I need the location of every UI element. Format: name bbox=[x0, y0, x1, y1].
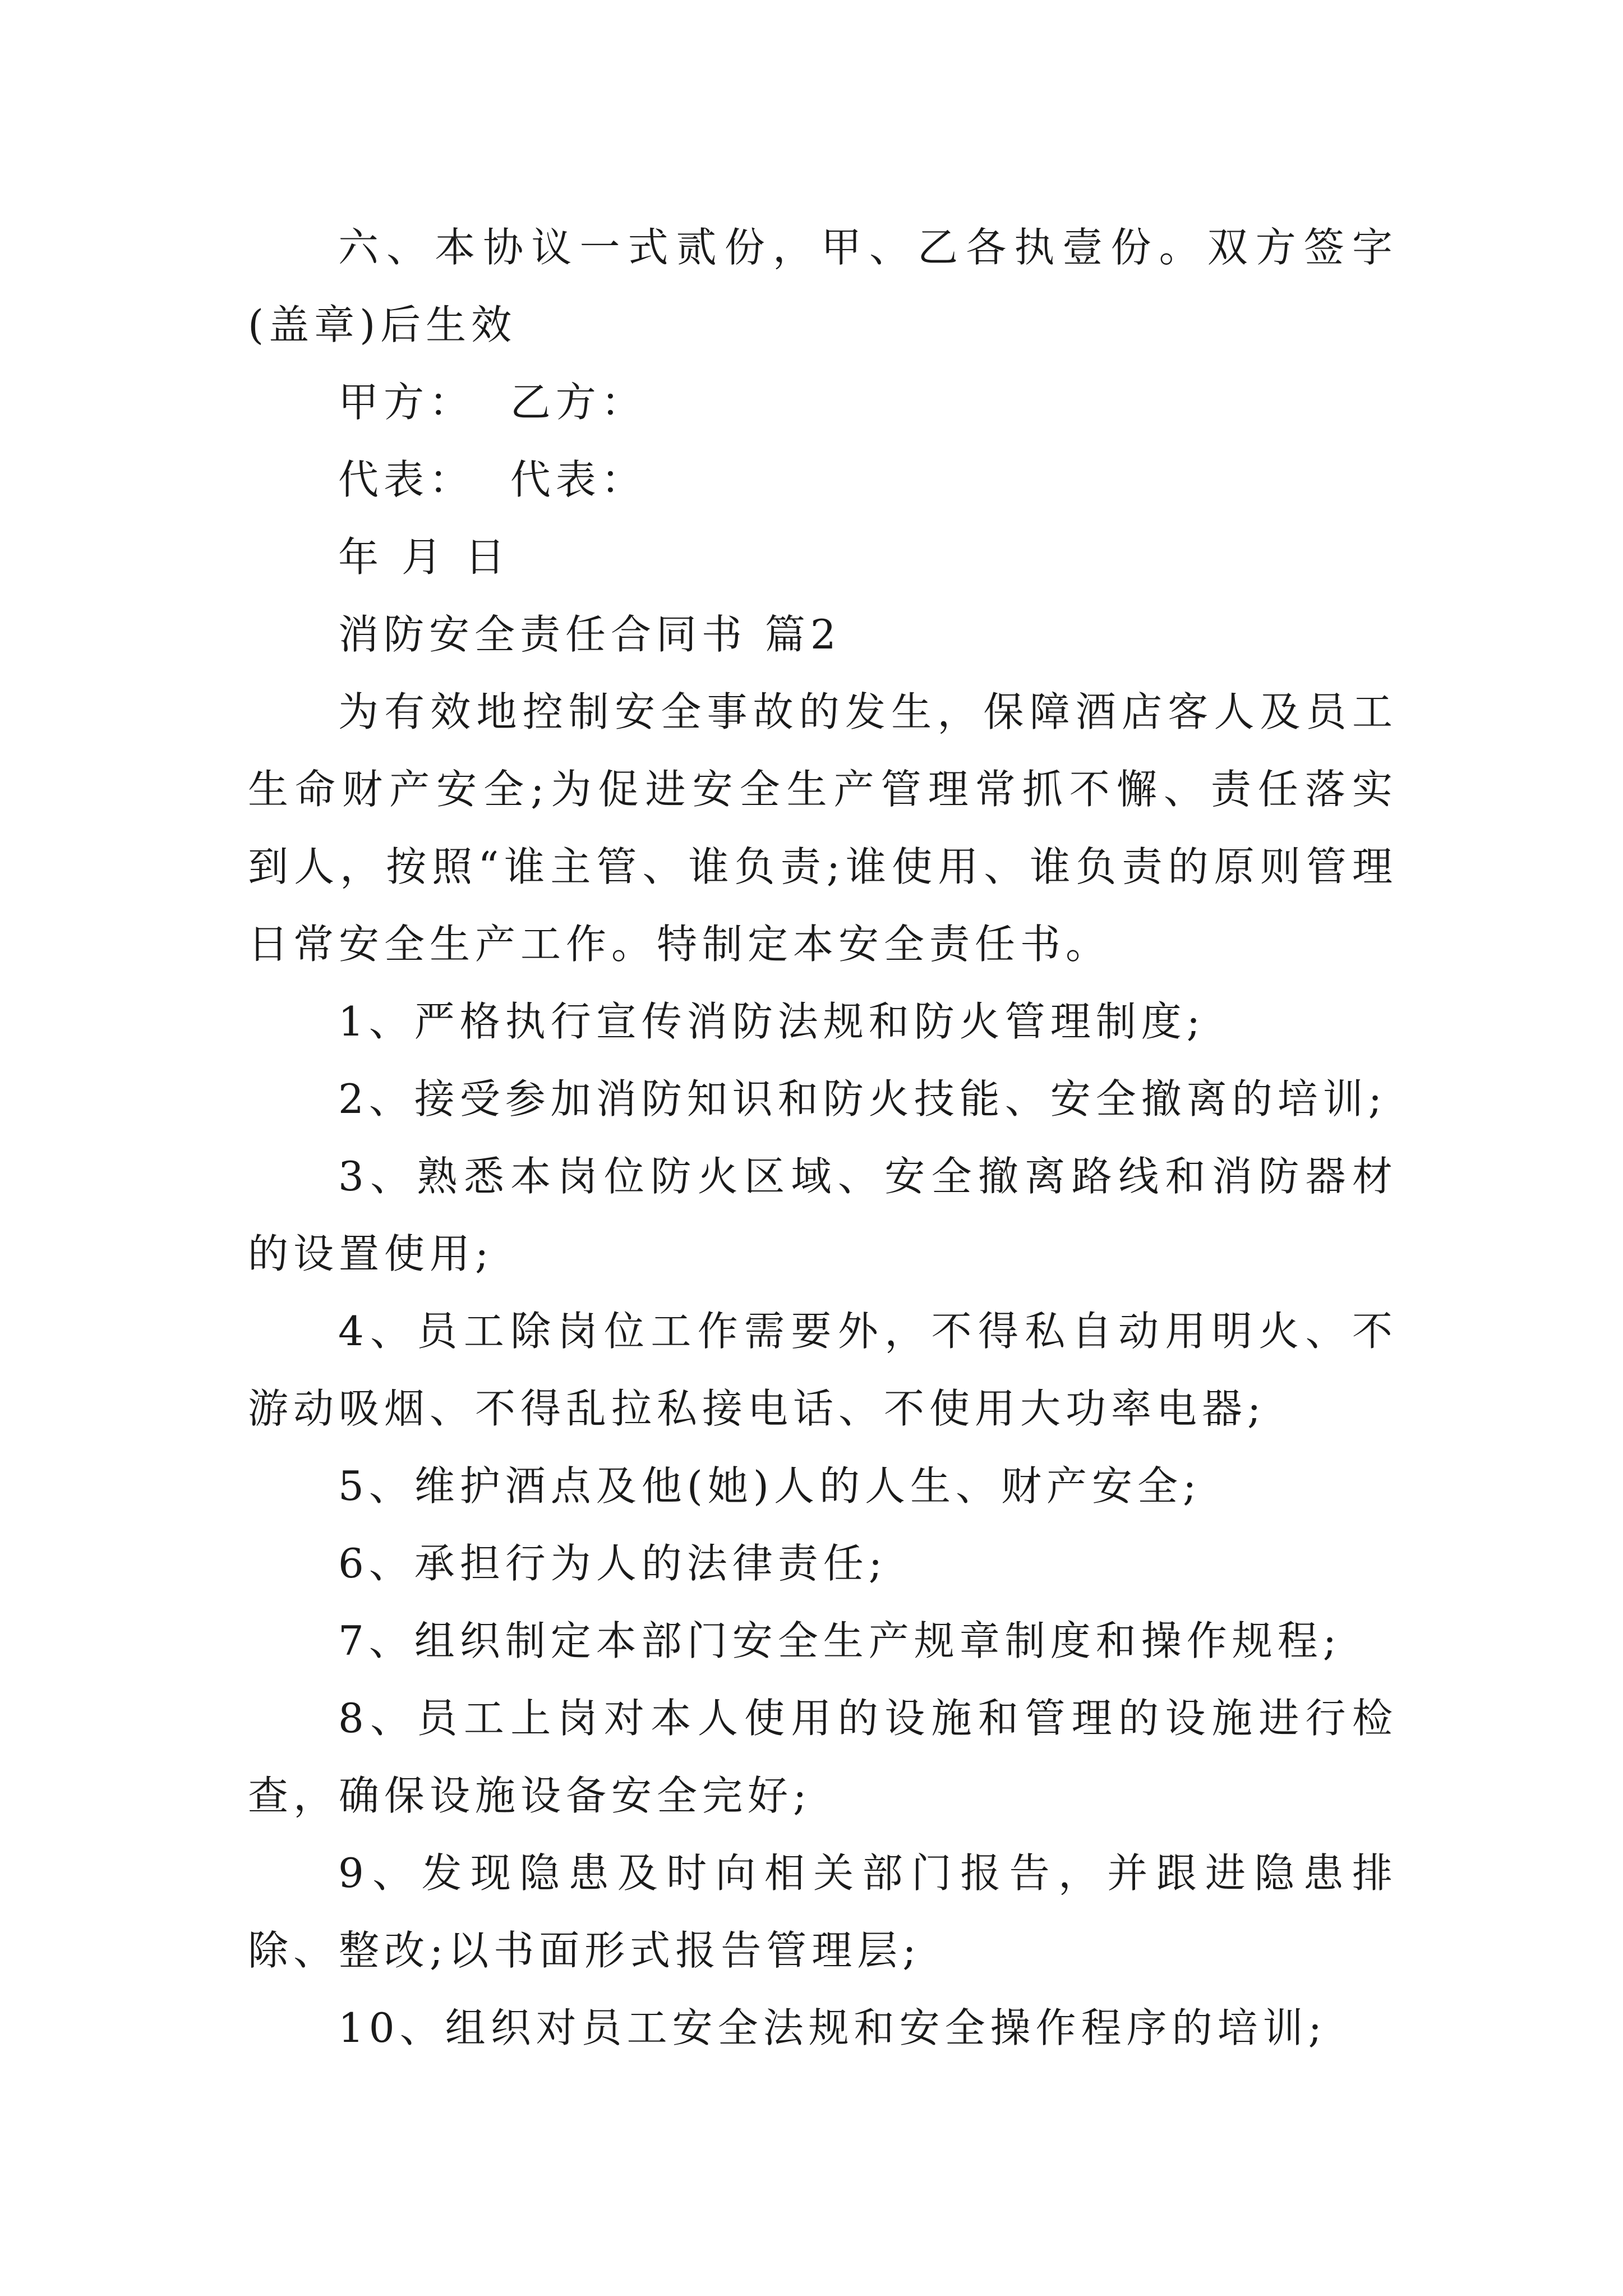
list-item: 10、组织对员工安全法规和安全操作程序的培训; bbox=[338, 2004, 1327, 2051]
date-line: 年 月 日 bbox=[338, 533, 510, 581]
party-line: 甲方： 乙方： bbox=[338, 379, 647, 426]
list-item: 1、严格执行宣传消防法规和防火管理制度; bbox=[338, 998, 1206, 1045]
list-item: 3、熟悉本岗位防火区域、安全撤离路线和消防器材的设置使用; bbox=[248, 1153, 1398, 1277]
representative-line: 代表： 代表： bbox=[338, 456, 647, 503]
list-item: 6、承担行为人的法律责任; bbox=[338, 1540, 888, 1587]
list-item: 2、接受参加消防知识和防火技能、安全撤离的培训; bbox=[338, 1075, 1387, 1122]
list-item: 5、维护酒点及他(她)人的人生、财产安全; bbox=[338, 1462, 1202, 1510]
intro-paragraph: 为有效地控制安全事故的发生，保障酒店客人及员工生命财产安全;为促进安全生产管理常抓不懈、责任落实到人，按照“谁主管、谁负责;谁使用、谁负责的原则管理日常安全生产工作。特制定本安全责任书。 bbox=[248, 688, 1398, 968]
list-item: 9、发现隐患及时向相关部门报告，并跟进隐患排除、整改;以书面形式报告管理层; bbox=[248, 1849, 1398, 1974]
clause-six: 六、本协议一式贰份，甲、乙各执壹份。双方签字(盖章)后生效 bbox=[248, 224, 1398, 348]
section-heading: 消防安全责任合同书 篇2 bbox=[338, 611, 841, 658]
list-item: 4、员工除岗位工作需要外，不得私自动用明火、不游动吸烟、不得乱拉私接电话、不使用大功率电器; bbox=[248, 1308, 1398, 1432]
document-body bbox=[248, 209, 1398, 2067]
list-item: 7、组织制定本部门安全生产规章制度和操作规程; bbox=[338, 1617, 1342, 1664]
list-item: 8、员工上岗对本人使用的设施和管理的设施进行检查，确保设施设备安全完好; bbox=[248, 1695, 1398, 1819]
